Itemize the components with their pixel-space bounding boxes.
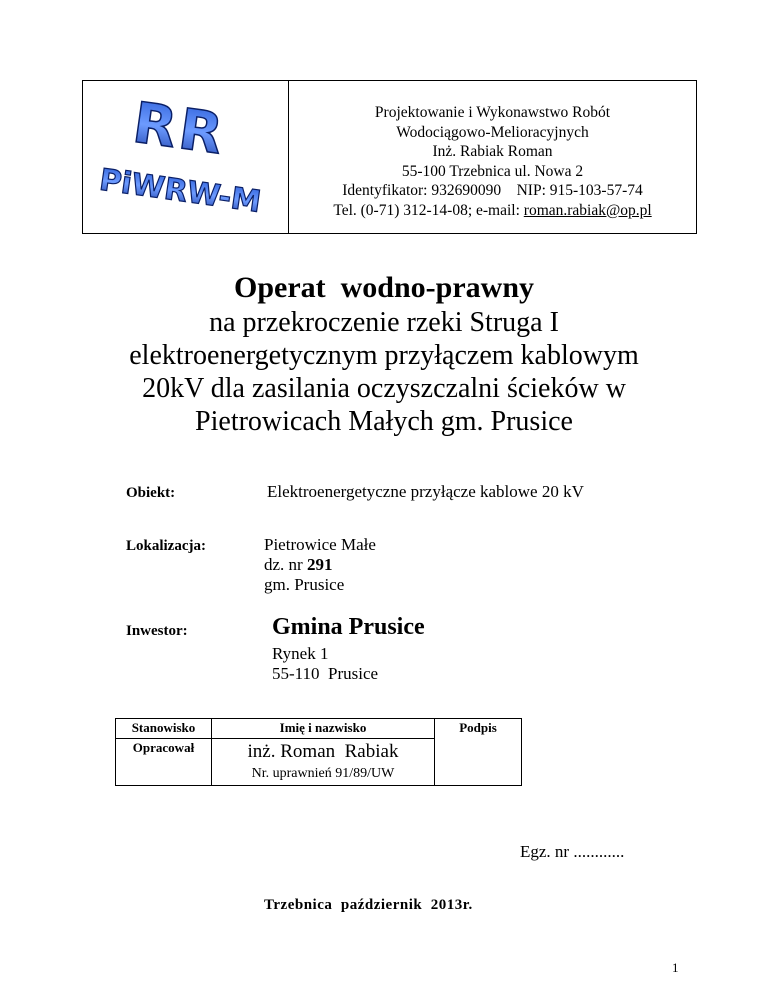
lokalizacja-parcel: dz. nr 291 bbox=[264, 555, 333, 574]
company-line: Projektowanie i Wykonawstwo Robót bbox=[374, 104, 611, 121]
inwestor-name: Gmina Prusice bbox=[272, 614, 425, 640]
copy-number: Egz. nr ............ bbox=[520, 842, 625, 861]
company-details bbox=[289, 103, 696, 220]
company-line: 55-100 Trzebnica ul. Nowa 2 bbox=[401, 162, 584, 180]
license-number: Nr. uprawnień 91/89/UW bbox=[251, 765, 395, 781]
title-main: Operat wodno-prawny bbox=[233, 271, 534, 304]
city-date: Trzebnica październik 2013r. bbox=[264, 897, 473, 913]
signature-table bbox=[115, 718, 522, 786]
lokalizacja-label: Lokalizacja: bbox=[126, 538, 206, 554]
lokalizacja-place: Pietrowice Małe bbox=[264, 535, 376, 554]
lokalizacja-commune: gm. Prusice bbox=[264, 575, 345, 594]
lokalizacja-value bbox=[264, 535, 376, 595]
logo-text-top: RR bbox=[129, 90, 230, 168]
company-logo bbox=[83, 81, 288, 233]
company-line: Wodociągowo-Melioracyjnych bbox=[396, 123, 589, 141]
header-name: Imię i nazwisko bbox=[212, 719, 435, 739]
email-link[interactable]: roman.rabiak@op.pl bbox=[523, 201, 652, 219]
inwestor-label: Inwestor: bbox=[126, 623, 188, 639]
title-line: elektroenergetycznym przyłączem kablowym bbox=[129, 340, 639, 371]
contact-phone: Tel. (0-71) 312-14-08; e-mail: bbox=[333, 201, 524, 219]
table-header-row bbox=[116, 719, 522, 739]
company-header bbox=[82, 80, 697, 234]
header-position: Stanowisko bbox=[116, 719, 212, 739]
title-line: na przekroczenie rzeki Struga I bbox=[209, 307, 559, 338]
header-signature: Podpis bbox=[435, 719, 522, 786]
page-number: 1 bbox=[672, 960, 679, 975]
company-line: Inż. Rabiak Roman bbox=[432, 143, 553, 160]
author-name: inż. Roman Rabiak bbox=[247, 740, 399, 762]
cell-name bbox=[212, 738, 435, 785]
company-line: Identyfikator: 932690090 NIP: 915-103-57-74 bbox=[342, 182, 643, 199]
company-contact bbox=[289, 201, 696, 221]
obiekt-value: Elektroenergetyczne przyłącze kablowe 20 kV bbox=[267, 482, 584, 501]
inwestor-postal: 55-110 Prusice bbox=[272, 664, 379, 683]
title-line: Pietrowicach Małych gm. Prusice bbox=[195, 406, 573, 437]
obiekt-label: Obiekt: bbox=[126, 485, 176, 501]
cell-position: Opracował bbox=[116, 738, 212, 785]
inwestor-address bbox=[272, 644, 378, 684]
logo-text-bottom: PiWRW-M bbox=[97, 162, 264, 220]
parcel-number: 291 bbox=[306, 555, 333, 574]
document-title bbox=[30, 270, 738, 438]
title-line: 20kV dla zasilania oczyszczalni ścieków w bbox=[142, 373, 626, 404]
inwestor-street: Rynek 1 bbox=[272, 644, 329, 663]
